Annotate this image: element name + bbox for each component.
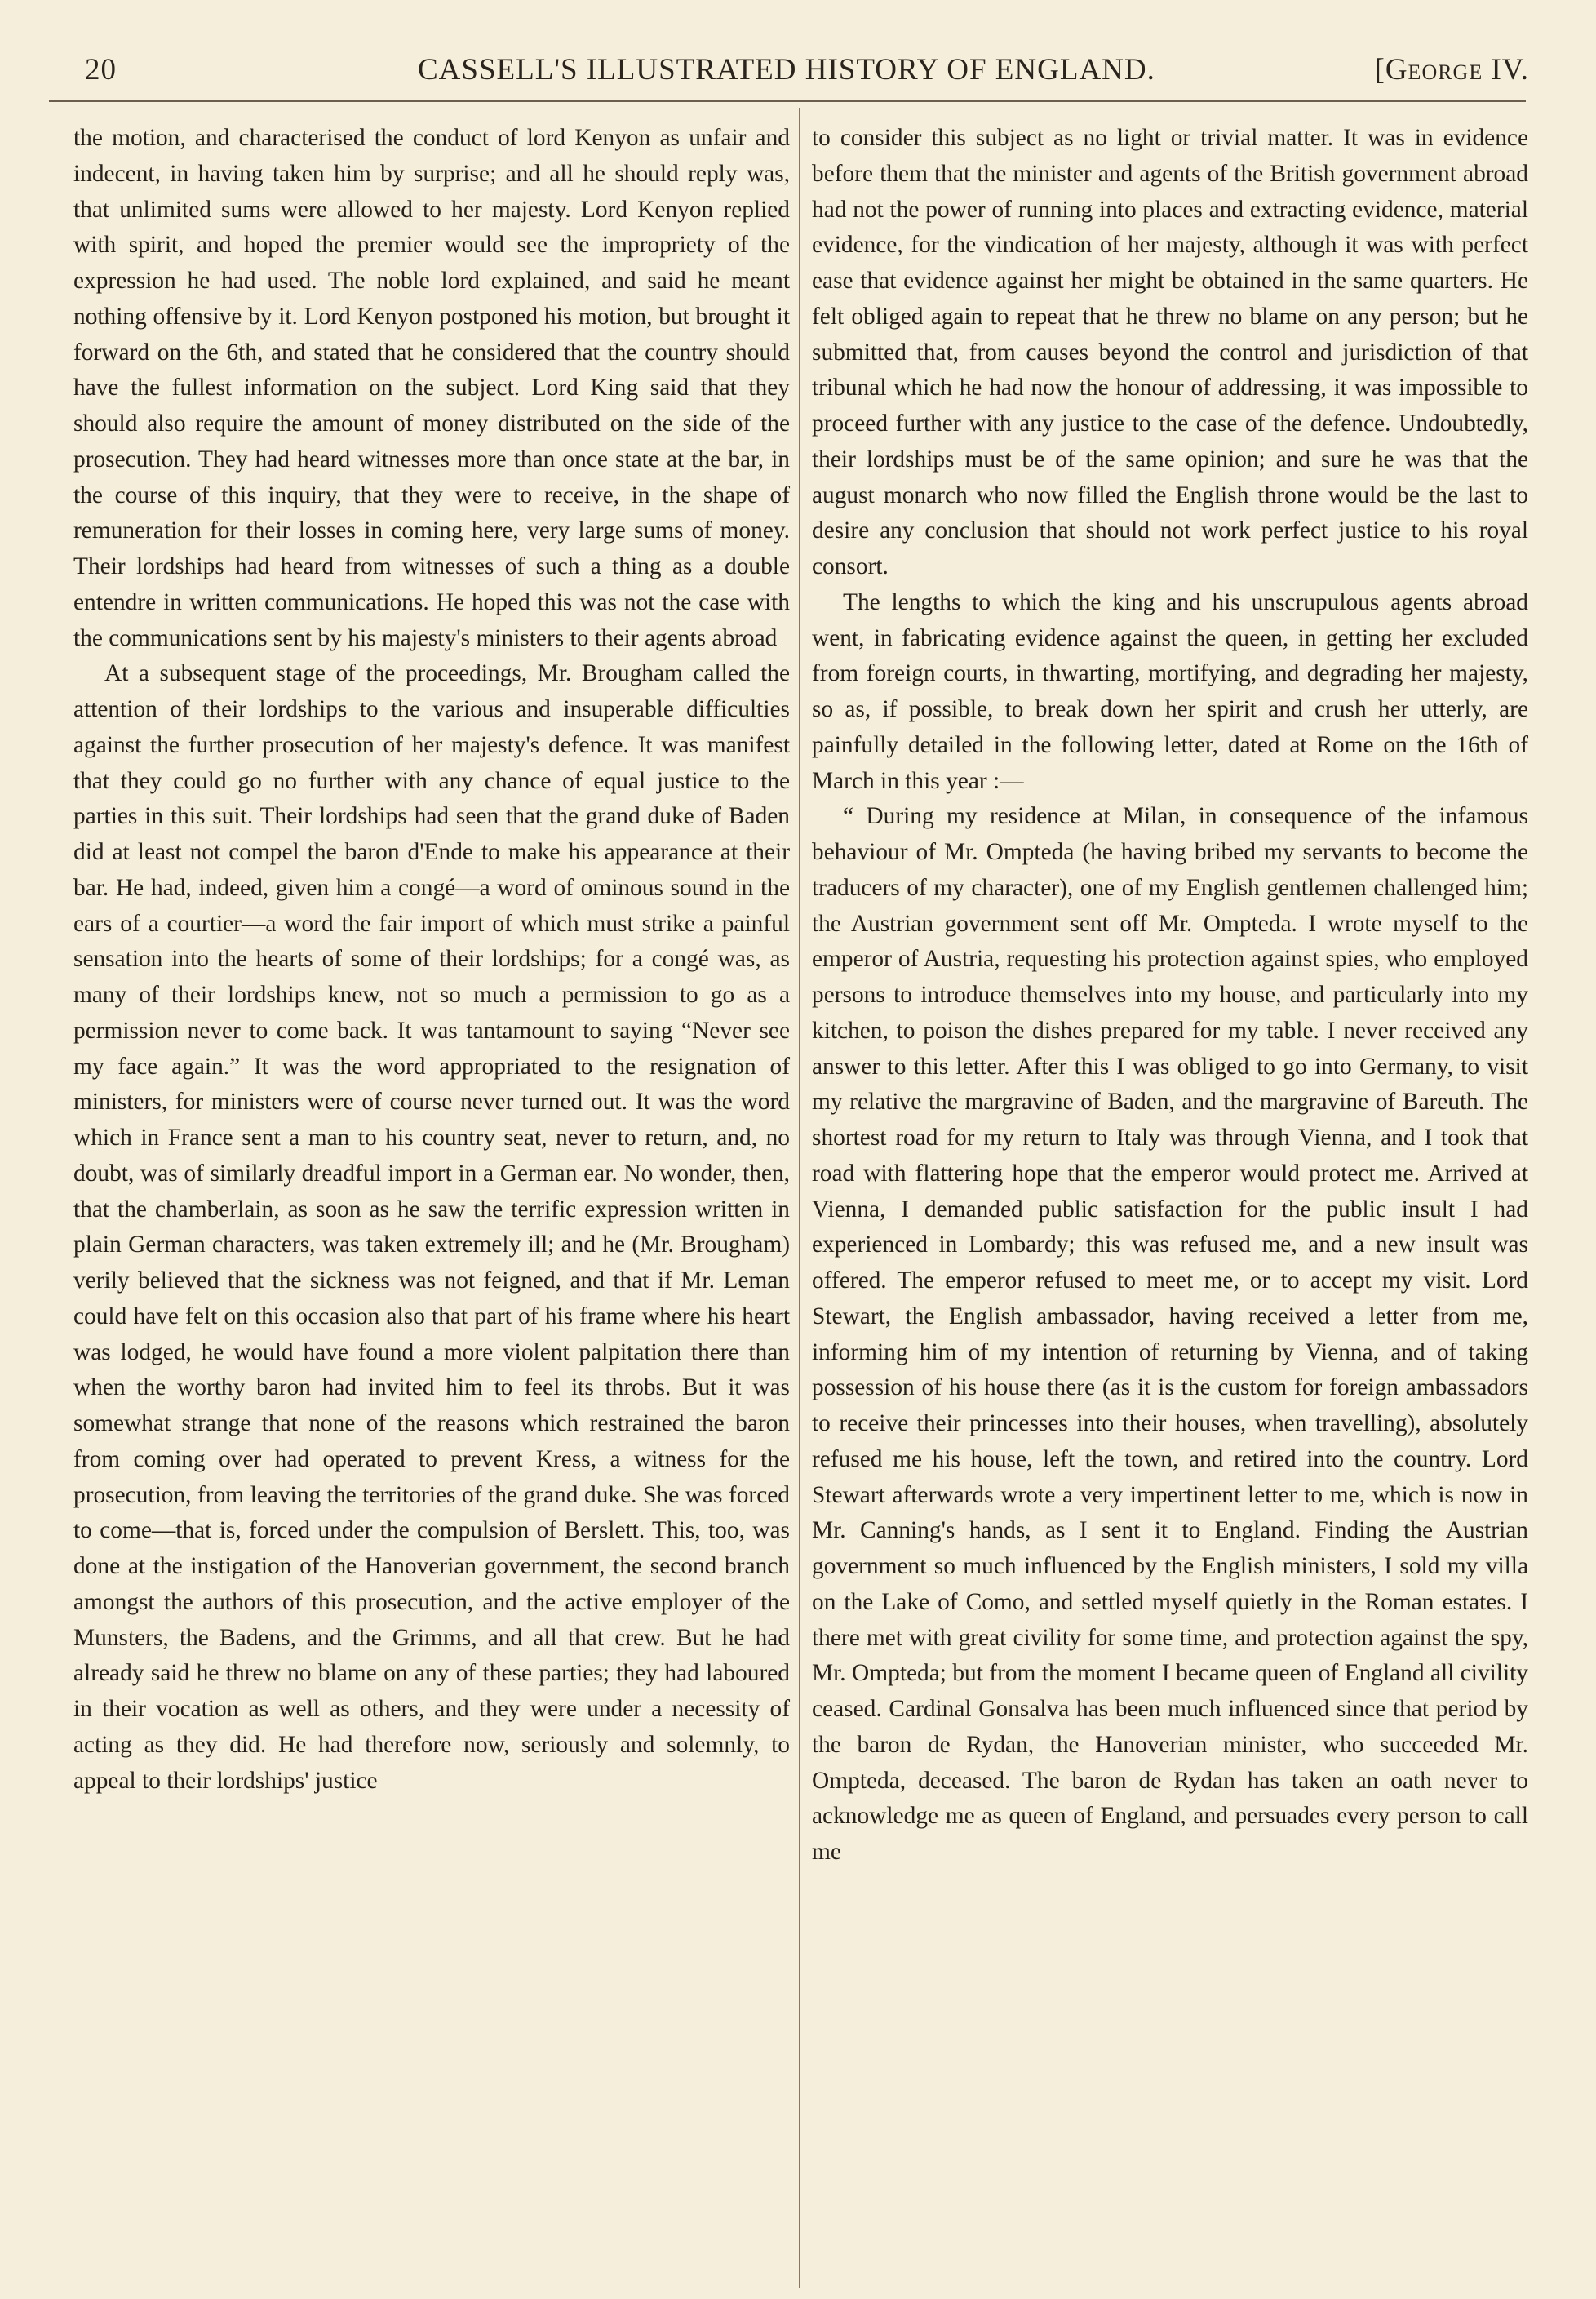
paragraph: to consider this subject as no light or trivial matter. It was in evidence before them that the minister and agents of the British government abroad had not the power of running into places and extracting evidence, material evidence, for the vindication of her majesty, although it was with perfect ease that evidence against her might be obtained in the same quarters. He felt obliged again to repeat that he threw no blame on any person; but he submitted that, from causes beyond the control and jurisdiction of that tribunal which he had now the honour of addressing, it was impossible to proceed further with any justice to the case of the defence. Undoubtedly, their lordships must be of the same opinion; and sure he was that the august monarch who now filled the English throne would be the last to desire any conclusion that should not work perfect justice to his royal consort.	[812, 125, 1528, 579]
running-header	[85, 47, 1529, 93]
book-title: CASSELL'S ILLUSTRATED HISTORY OF ENGLAND.	[418, 53, 1155, 87]
letter-paragraph: “ During my residence at Milan, in consequence of the infamous behaviour of Mr. Ompteda (he having bribed my servants to become the traducers of my character), one of my English gentlemen challenged him; the Austrian government sent off Mr. Ompteda. I wrote myself to the emperor of Austria, requesting his protection against spies, who employed persons to introduce themselves into my house, and particularly into my kitchen, to poison the dishes prepared for my table. I never received any answer to this letter. After this I was obliged to go into Germany, to visit my relative the margravine of Baden, and the margravine of Bareuth. The shortest road for my return to Italy was through Vienna, and I took that road with flattering hope that the emperor would protect me. Arrived at Vienna, I demanded public satisfaction for the public insult I had experienced in Lombardy; this was refused me, and a new insult was offered. The emperor refused to meet me, or to accept my visit. Lord Stewart, the English ambassador, having received a letter from me, informing him of my intention of returning by Vienna, and of taking possession of his house there (as it is the custom for foreign ambassadors to receive their princesses into their houses, when travelling), absolutely refused me his house, left the town, and retired into the country. Lord Stewart afterwards wrote a very impertinent letter to me, which is now in Mr. Canning's hands, as I sent it to England. Finding the Austrian government so much influenced by the English ministers, I sold my villa on the Lake of Como, and settled myself quietly in the Roman estates. I there met with great civility for some time, and protection against the spy, Mr. Ompteda; but from the moment I became queen of England all civility ceased. Cardinal Gonsalva has been much influenced since that period by the baron de Rydan, the Hanoverian minister, who succeeded Mr. Ompteda, deceased. The baron de Rydan has taken an oath never to acknowledge me as queen of England, and persuades every person to call me	[812, 803, 1528, 1865]
paragraph: At a subsequent stage of the proceedings, Mr. Brougham called the attention of their lordships to the various and insuperable difficulties against the further prosecution of her majesty's defence. It was manifest that they could go no further with any chance of equal justice to the parties in this suit. Their lordships had seen that the grand duke of Baden did at least not compel the baron d'Ende to make his appearance at their bar. He had, indeed, given him a congé—a word of ominous sound in the ears of a courtier—a word the fair import of which must strike a painful sensation into the hearts of some of their lordships; for a congé was, as many of their lordships knew, not so much a permission to go as a permission never to come back. It was tantamount to saying “Never see my face again.” It was the word appropriated to the resignation of ministers, for ministers were of course never turned out. It was the word which in France sent a man to his country seat, never to return, and, no doubt, was of similarly dreadful import in a German ear. No wonder, then, that the chamberlain, as soon as he saw the terrific expression written in plain German characters, was taken extremely ill; and he (Mr. Brougham) verily believed that the sickness was not feigned, and that if Mr. Leman could have felt on this occasion also that part of his frame where his heart was lodged, he would have found a more violent palpitation there than when the worthy baron had invited him to feel its throbs. But it was somewhat strange that none of the reasons which restrained the baron from coming over had operated to prevent Kress, a witness for the prosecution, from leaving the territories of the grand duke. She was forced to come—that is, forced under the compulsion of Berslett. This, too, was done at the instigation of the Hanoverian government, the second branch amongst the authors of this prosecution, and the active employer of the Munsters, the Badens, and the Grimms, and all that crew. But he had already said he threw no blame on any of these parties; they had laboured in their vocation as well as others, and they were under a necessity of acting as they did. He had therefore now, seriously and solemnly, to appeal to their lordships' justice	[73, 660, 790, 1794]
header-rule	[49, 100, 1526, 102]
left-column	[73, 121, 790, 1799]
right-column	[812, 121, 1528, 1871]
reign-label: [George IV.	[1374, 53, 1529, 87]
column-divider	[799, 108, 800, 2288]
page-number: 20	[85, 53, 117, 87]
paragraph: The lengths to which the king and his unscrupulous agents abroad went, in fabricating evidence against the queen, in getting her excluded from foreign courts, in thwarting, mortifying, and degrading her majesty, so as, if possible, to break down her spirit and crush her utterly, are painfully detailed in the following letter, dated at Rome on the 16th of March in this year :—	[812, 588, 1528, 794]
paragraph: the motion, and characterised the conduct of lord Kenyon as unfair and indecent, in having taken him by surprise; and all he should reply was, that unlimited sums were allowed to her majesty. Lord Kenyon replied with spirit, and hoped the premier would see the impropriety of the expression he had used. The noble lord explained, and said he meant nothing offensive by it. Lord Kenyon postponed his motion, but brought it forward on the 6th, and stated that he considered that the country should have the fullest information on the subject. Lord King said that they should also require the amount of money distributed on the side of the prosecution. They had heard witnesses more than once state at the bar, in the course of this inquiry, that they were to receive, in the shape of remuneration for their losses in coming here, very large sums of money. Their lordships had heard from witnesses of such a thing as a double entendre in written communications. He hoped this was not the case with the communications sent by his majesty's ministers to their agents abroad	[73, 125, 790, 651]
